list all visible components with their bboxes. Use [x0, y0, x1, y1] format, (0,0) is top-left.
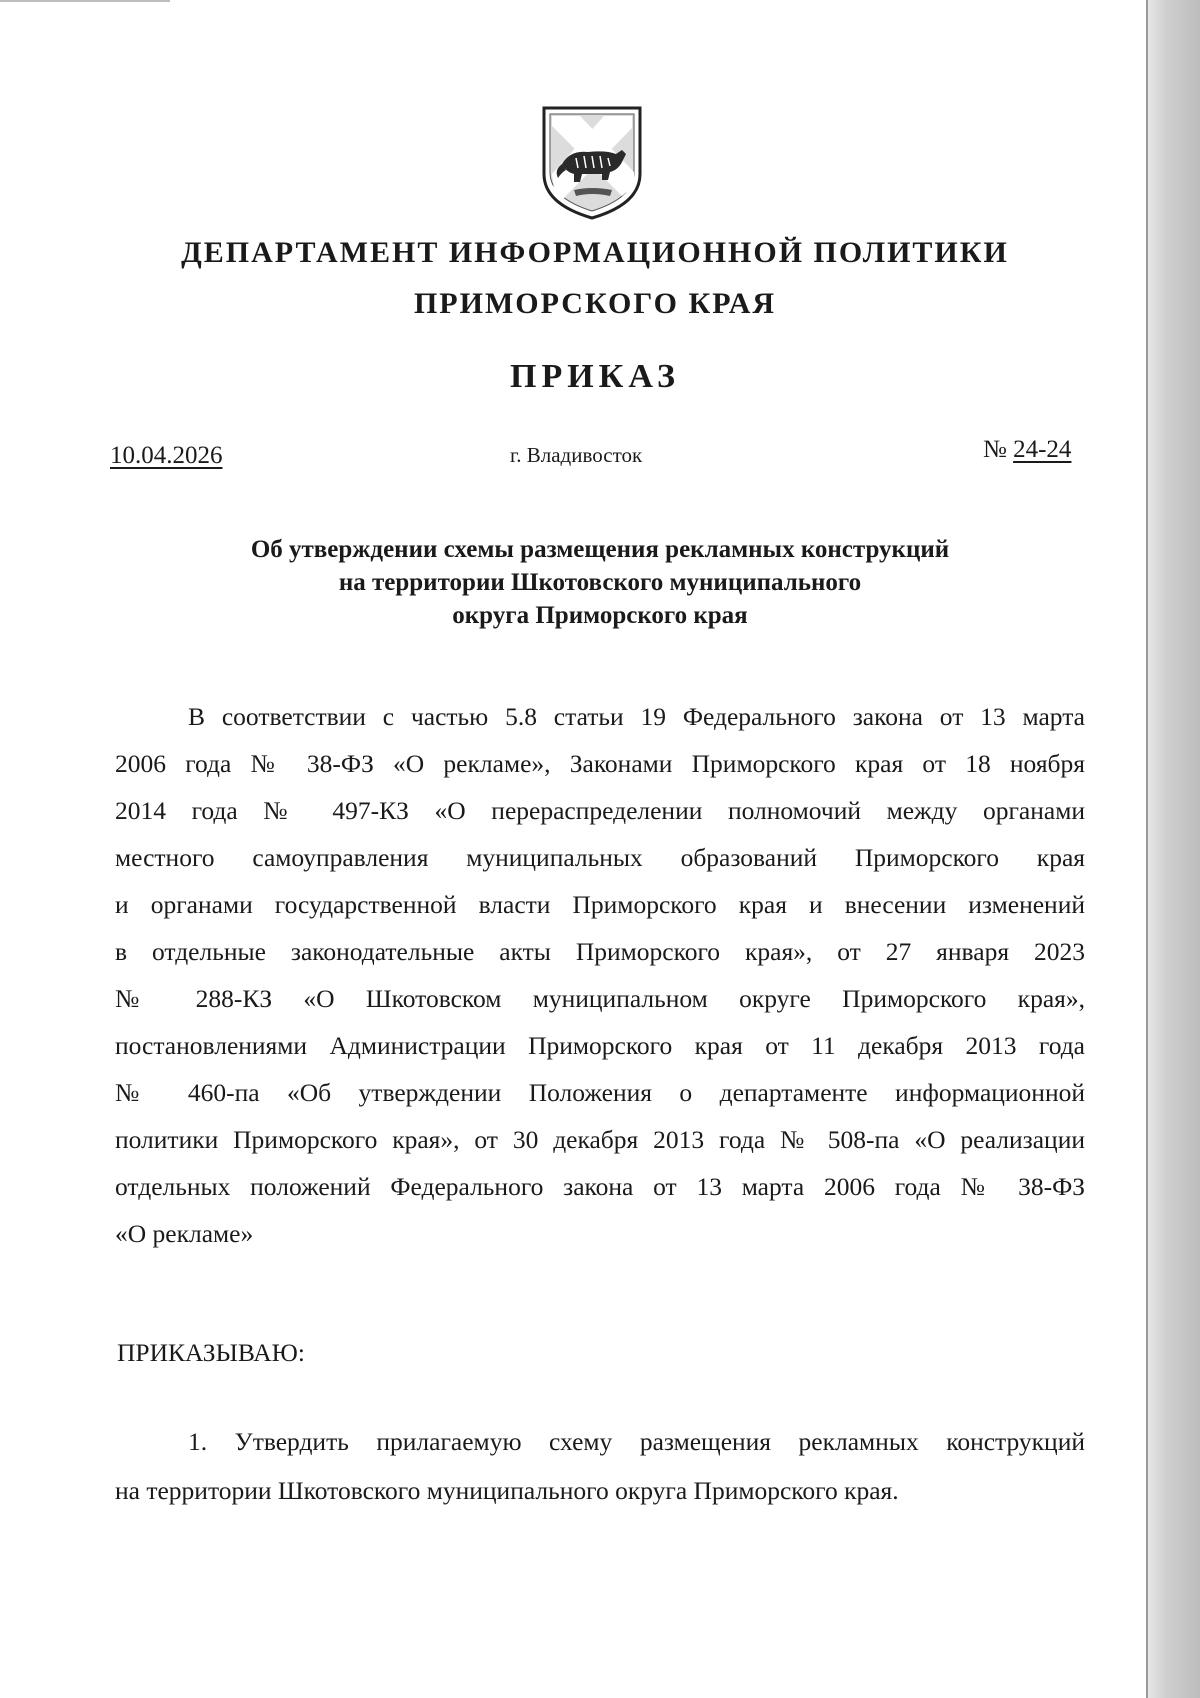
order-date: 10.04.2026	[110, 442, 223, 469]
department-name-line2: ПРИМОРСКОГО КРАЯ	[413, 287, 777, 320]
item-line: 1. Утвердить прилагаемую схему размещения рекламных конструкций	[188, 1427, 1085, 1456]
department-name-line1: ДЕПАРТАМЕНТ ИНФОРМАЦИОННОЙ ПОЛИТИКИ	[181, 236, 1009, 269]
preamble-line: местного самоуправления муниципальных образований Приморского края	[115, 843, 1085, 872]
preamble-line: № 288-КЗ «О Шкотовском муниципальном округе Приморского края»,	[115, 984, 1085, 1013]
preamble-line: в отдельные законодательные акты Приморского края», от 27 января 2023	[115, 937, 1085, 966]
primorsky-krai-coat-of-arms-icon	[540, 104, 644, 222]
subject-line: округа Приморского края	[452, 602, 748, 629]
preamble-line: постановлениями Администрации Приморского края от 11 декабря 2013 года	[115, 1031, 1085, 1060]
preamble-line: 2014 года № 497-КЗ «О перераспределении полномочий между органами	[115, 796, 1085, 825]
number-sign: №	[983, 436, 1007, 463]
document-type-title: ПРИКАЗ	[510, 358, 680, 395]
order-city: г. Владивосток	[510, 443, 643, 467]
subject-line: Об утверждении схемы размещения рекламных конструкций	[250, 536, 950, 563]
subject-line: на территории Шкотовского муниципального	[338, 569, 862, 596]
preamble-line: В соответствии с частью 5.8 статьи 19 Федерального закона от 13 марта	[188, 702, 1085, 731]
preamble-line: 2006 года № 38-ФЗ «О рекламе», Законами Приморского края от 18 ноября	[115, 749, 1085, 778]
number-value: 24-24	[1013, 436, 1072, 463]
preamble-line: отдельных положений Федерального закона от 13 марта 2006 года № 38-ФЗ	[115, 1172, 1085, 1201]
order-number	[983, 436, 1071, 464]
item-line: на территории Шкотовского муниципального округа Приморского края.	[115, 1476, 899, 1505]
order-subject	[150, 533, 1050, 632]
preamble-line: и органами государственной власти Приморского края и внесении изменений	[115, 890, 1085, 919]
orders-word: ПРИКАЗЫВАЮ:	[117, 1338, 305, 1367]
preamble-line: «О рекламе»	[115, 1219, 254, 1248]
preamble-line: политики Приморского края», от 30 декабря 2013 года № 508-па «О реализации	[115, 1125, 1085, 1154]
preamble-line: № 460-па «Об утверждении Положения о департаменте информационной	[115, 1078, 1085, 1107]
